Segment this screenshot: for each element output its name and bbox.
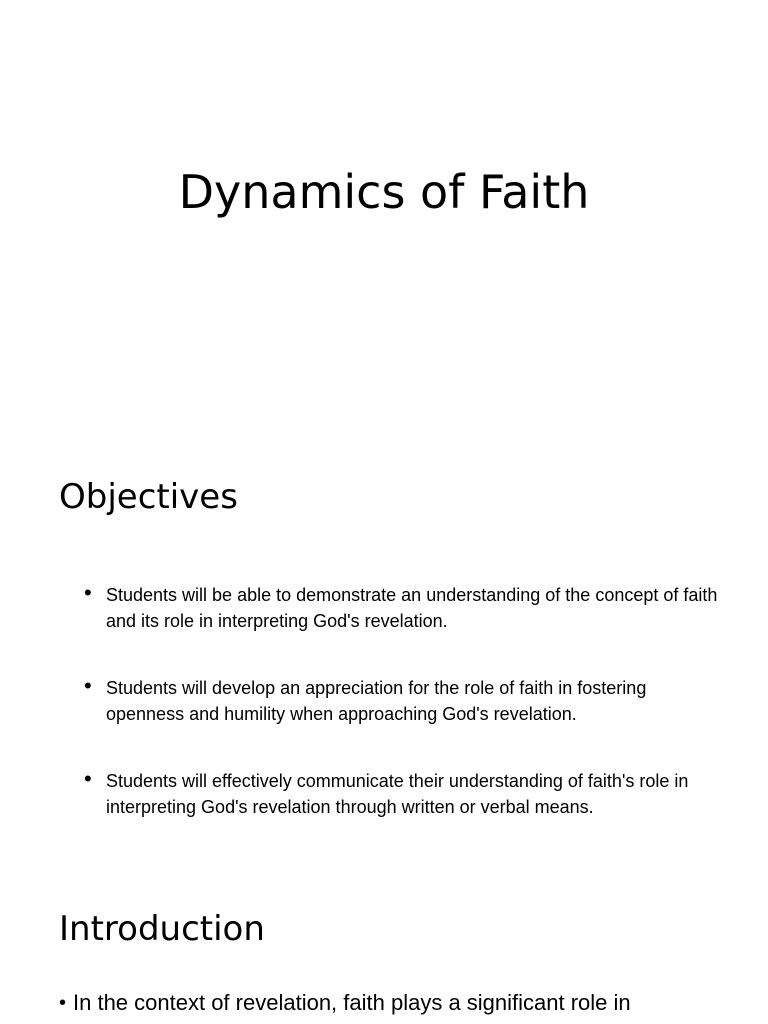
introduction-bullet bbox=[0, 988, 768, 1024]
bullet-icon: • bbox=[84, 673, 92, 698]
introduction-text: In the context of revelation, faith plays a significant role in bbox=[73, 990, 631, 1015]
objective-text: Students will effectively communicate their understanding of faith's role in interpreting God's revelation through written or verbal means. bbox=[106, 771, 689, 817]
introduction-heading: Introduction bbox=[59, 909, 265, 949]
slide-title: Dynamics of Faith bbox=[178, 165, 590, 219]
bullet-icon: • bbox=[84, 766, 92, 791]
bullet-icon: • bbox=[59, 992, 67, 1014]
objective-text: Students will develop an appreciation for the role of faith in fostering openness and humility when approaching God's revelation. bbox=[106, 678, 647, 724]
objective-text: Students will be able to demonstrate an understanding of the concept of faith and its role in interpreting God's revelation. bbox=[106, 585, 718, 631]
bullet-icon: • bbox=[84, 580, 92, 605]
objectives-heading: Objectives bbox=[59, 477, 238, 517]
